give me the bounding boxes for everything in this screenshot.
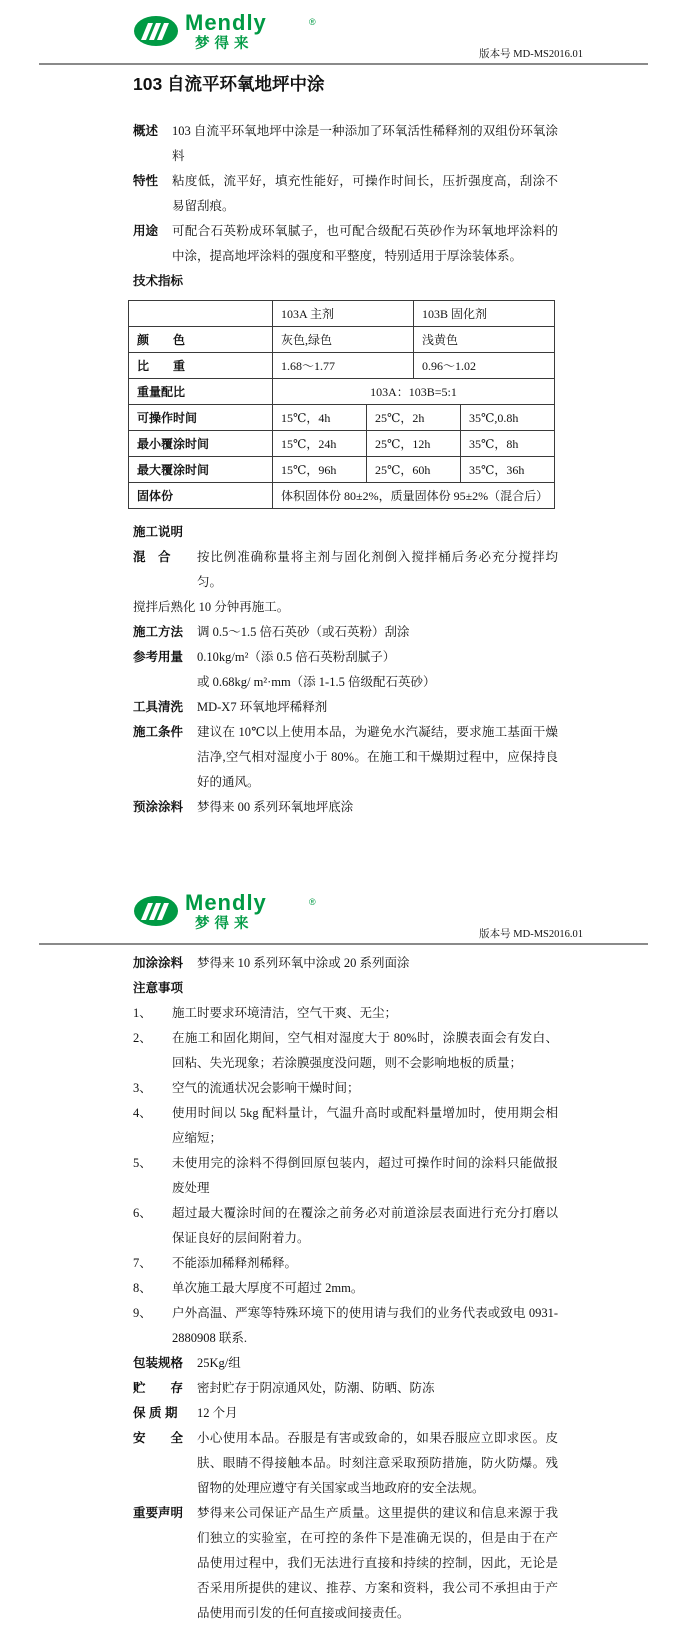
note-text: 在施工和固化期间，空气相对湿度大于 80%时，涂膜表面会有发白、回粘、失光现象；若涂膜强度没问题，则不会影响地板的质量；: [172, 1031, 558, 1070]
safety-label: 安 全: [133, 1431, 184, 1445]
mixing-text-line1: 按比例准确称量将主剂与固化剂倒入搅拌桶后务必充分搅拌均匀。: [197, 550, 558, 589]
storage-text: 密封贮存于阴凉通风处，防潮、防晒、防冻: [197, 1381, 435, 1395]
features-text: 粘度低，流平好，填充性能好，可操作时间长，压折强度高，刮涂不易留刮痕。: [172, 174, 558, 213]
dosage-line2: 或 0.68kg/ m²·mm（添 1-1.5 倍级配石英砂）: [197, 675, 436, 689]
conditions-row: [133, 720, 558, 795]
note-number: 1、: [133, 1006, 152, 1020]
page2-content: [133, 951, 558, 1626]
spec-potlife-15c: 15℃，4h: [272, 404, 366, 430]
note-number: 4、: [133, 1106, 152, 1120]
note-item-4: [133, 1101, 558, 1151]
spec-min-recoat-label: 最小覆涂时间: [129, 430, 272, 456]
note-text: 空气的流通状况会影响干燥时间；: [172, 1081, 360, 1095]
mixing-label: 混 合: [133, 550, 171, 564]
topcoat-label: 加涂涂料: [133, 956, 184, 970]
note-text: 未使用完的涂料不得倒回原包装内，超过可操作时间的涂料只能做报废处理: [172, 1156, 558, 1195]
note-item-8: [133, 1276, 558, 1301]
page1-content: [133, 119, 558, 820]
brand-logo: [133, 890, 316, 932]
storage-label: 贮 存: [133, 1381, 184, 1395]
note-number: 6、: [133, 1206, 152, 1220]
features-row: [133, 169, 558, 219]
packing-row: [133, 1351, 558, 1376]
registered-mark: ®: [309, 897, 316, 907]
spec-solids-label: 固体份: [129, 482, 272, 508]
disclaimer-label: 重要声明: [133, 1506, 184, 1520]
usage-row: [133, 219, 558, 269]
notes-section-title: 注意事项: [133, 981, 184, 995]
dosage-row: [133, 645, 558, 695]
page1-header: [0, 0, 687, 63]
method-text: 调 0.5～1.5 倍石英砂（或石英粉）刮涂: [197, 625, 410, 639]
spec-max-recoat-35c: 35℃，36h: [460, 456, 554, 482]
note-number: 5、: [133, 1156, 152, 1170]
spec-ratio-value: 103A：103B=5:1: [272, 378, 554, 404]
spec-header-103a: 103A 主剂: [272, 301, 413, 326]
cleaning-text: MD-X7 环氧地坪稀释剂: [197, 700, 328, 714]
storage-row: [133, 1376, 558, 1401]
brand-logo: [133, 10, 316, 52]
brand-wordmark: [185, 892, 267, 932]
note-text: 超过最大覆涂时间的在覆涂之前务必对前道涂层表面进行充分打磨以保证良好的层间附着力。: [172, 1206, 558, 1245]
page2-header: [0, 880, 687, 943]
spec-gravity-b: 0.96～1.02: [413, 352, 554, 378]
spec-header-103b: 103B 固化剂: [413, 301, 554, 326]
note-item-7: [133, 1251, 558, 1276]
dosage-line1: 0.10kg/m²（添 0.5 倍石英粉刮腻子）: [197, 650, 396, 664]
note-text: 单次施工最大厚度不可超过 2mm。: [172, 1281, 364, 1295]
usage-label: 用途: [133, 224, 159, 238]
overview-text: 103 自流平环氧地坪中涂是一种添加了环氧活性稀释剂的双组份环氧涂料: [172, 124, 558, 163]
spec-solids-value: 体积固体份 80±2%，质量固体份 95±2%（混合后）: [272, 482, 554, 508]
spec-header-empty: [129, 301, 272, 326]
note-item-2: [133, 1026, 558, 1076]
version-label: 版本号 MD-MS2016.01: [479, 929, 583, 940]
note-text: 不能添加稀释剂稀释。: [172, 1256, 298, 1270]
features-label: 特性: [133, 174, 159, 188]
overview-label: 概述: [133, 124, 159, 138]
topcoat-row: [133, 951, 558, 976]
spec-max-recoat-label: 最大覆涂时间: [129, 456, 272, 482]
note-item-3: [133, 1076, 558, 1101]
spec-table: [128, 300, 555, 509]
conditions-label: 施工条件: [133, 725, 184, 739]
note-number: 3、: [133, 1081, 152, 1095]
note-item-9: [133, 1301, 558, 1351]
spec-gravity-label: 比 重: [129, 352, 272, 378]
cleaning-label: 工具清洗: [133, 700, 184, 714]
packing-label: 包装规格: [133, 1356, 184, 1370]
note-text: 使用时间以 5kg 配料量计，气温升高时或配料量增加时，使用期会相应缩短；: [172, 1106, 558, 1145]
mixing-row: [133, 545, 558, 595]
safety-row: [133, 1426, 558, 1501]
note-number: 9、: [133, 1306, 152, 1320]
version-label: 版本号 MD-MS2016.01: [479, 49, 583, 60]
precoat-text: 梦得来 00 系列环氧地坪底涂: [197, 800, 354, 814]
dosage-text: [197, 645, 558, 695]
spec-potlife-35c: 35℃,0.8h: [460, 404, 554, 430]
note-item-6: [133, 1201, 558, 1251]
usage-text: 可配合石英粉成环氧腻子，也可配合级配石英砂作为环氧地坪涂料的中涂，提高地坪涂料的强度和平整度，特别适用于厚涂装体系。: [172, 224, 558, 263]
spec-potlife-25c: 25℃，2h: [366, 404, 460, 430]
method-label: 施工方法: [133, 625, 184, 639]
note-item-5: [133, 1151, 558, 1201]
spec-min-recoat-15c: 15℃，24h: [272, 430, 366, 456]
spec-section-title: 技术指标: [133, 274, 184, 288]
brand-name-cn: 梦得来: [195, 36, 254, 52]
spec-color-a: 灰色,绿色: [272, 326, 413, 352]
brand-name-cn: 梦得来: [195, 916, 254, 932]
mendly-logo-icon: [133, 12, 179, 48]
spec-max-recoat-25c: 25℃，60h: [366, 456, 460, 482]
topcoat-text: 梦得来 10 系列环氧中涂或 20 系列面涂: [197, 956, 410, 970]
shelf-life-label: 保 质 期: [133, 1406, 178, 1420]
spec-gravity-a: 1.68～1.77: [272, 352, 413, 378]
cleaning-row: [133, 695, 558, 720]
note-number: 2、: [133, 1031, 152, 1045]
page-title: 103 自流平环氧地坪中涂: [133, 74, 325, 94]
registered-mark: ®: [309, 17, 316, 27]
spec-color-label: 颜 色: [129, 326, 272, 352]
overview-row: [133, 119, 558, 169]
note-number: 7、: [133, 1256, 152, 1270]
note-number: 8、: [133, 1281, 152, 1295]
shelf-life-row: [133, 1401, 558, 1426]
conditions-text: 建议在 10℃以上使用本品，为避免水汽凝结，要求施工基面干燥洁净,空气相对湿度小于 80%。在施工和干燥期过程中，应保持良好的通风。: [197, 725, 558, 789]
spec-ratio-label: 重量配比: [129, 378, 272, 404]
brand-name-en: Mendly: [185, 10, 267, 35]
disclaimer-text: 梦得来公司保证产品生产质量。这里提供的建议和信息来源于我们独立的实验室，在可控的条件下是准确无误的，但是由于在产品使用过程中，我们无法进行直接和持续的控制，因此，无论是否采用所提供的建议、推荐、方案和资料，我公司不承担由于产品使用而引发的任何直接或间接责任。: [197, 1506, 558, 1620]
header-divider: [39, 63, 648, 65]
spec-min-recoat-25c: 25℃，12h: [366, 430, 460, 456]
precoat-row: [133, 795, 558, 820]
mendly-logo-icon: [133, 892, 179, 928]
mixing-text-line2: 搅拌后熟化 10 分钟再施工。: [133, 600, 290, 614]
disclaimer-row: [133, 1501, 558, 1626]
brand-wordmark: [185, 12, 267, 52]
dosage-label: 参考用量: [133, 650, 184, 664]
spec-potlife-label: 可操作时间: [129, 404, 272, 430]
note-text: 施工时要求环境清洁，空气干爽、无尘；: [172, 1006, 398, 1020]
packing-text: 25Kg/组: [197, 1356, 241, 1370]
shelf-life-text: 12 个月: [197, 1406, 238, 1420]
spec-color-b: 浅黄色: [413, 326, 554, 352]
spec-min-recoat-35c: 35℃，8h: [460, 430, 554, 456]
note-text: 户外高温、严寒等特殊环境下的使用请与我们的业务代表或致电 0931-2880908 联系.: [172, 1306, 558, 1345]
safety-text: 小心使用本品。吞服是有害或致命的，如果吞服应立即求医。皮肤、眼睛不得接触本品。时刻注意采取预防措施，防火防爆。残留物的处理应遵守有关国家或当地政府的安全法规。: [197, 1431, 558, 1495]
construction-section-title: 施工说明: [133, 525, 184, 539]
precoat-label: 预涂涂料: [133, 800, 184, 814]
method-row: [133, 620, 558, 645]
header-divider: [39, 943, 648, 945]
brand-name-en: Mendly: [185, 890, 267, 915]
spec-max-recoat-15c: 15℃，96h: [272, 456, 366, 482]
note-item-1: [133, 1001, 558, 1026]
